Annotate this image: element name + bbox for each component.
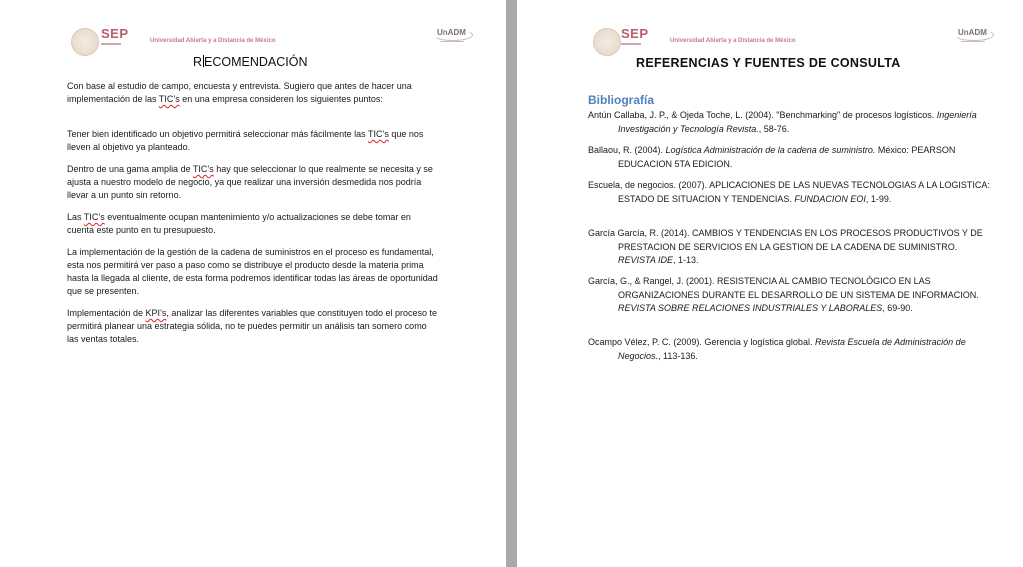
document-page-right[interactable] [517,0,1023,567]
unadm-logo: UnADM [958,28,987,37]
document-page-left[interactable] [0,0,506,567]
page-header [517,24,1023,54]
unadm-logo-subtitle [961,41,985,42]
reference-entry: Escuela, de negocios. (2007). APLICACIONES DE LAS NUEVAS TECNOLOGIAS A LA LOGISTICA: ESTADO DE SITUACION Y TENDENCIAS. FUNDACION EOI, 1-99. [588,180,990,204]
sep-logo: SEP [101,26,129,41]
paragraph: La implementación de la gestión de la cadena de suministros en el proceso es fundamental, esta nos permitirá ver paso a paso como se distribuye el producto desde la materia prima hasta la llegada al cliente, de esta forma podremos identificar todas las áreas de oportunidad que se presenten. [67,247,438,296]
spelling-error[interactable]: KPI’s [145,308,167,318]
paragraph: Implementación de KPI’s, analizar las diferentes variables que constituyen todo el proceso te permitirá planear una estrategia sólida, no te puedes permitir un análisis tan somero como las ventas totales. [67,308,438,344]
sep-seal-icon [593,28,621,56]
unadm-swoosh-icon [433,29,473,41]
page-title: REFERENCIAS Y FUENTES DE CONSULTA [636,56,901,70]
paragraph: Con base al estudio de campo, encuesta y entrevista. Sugiero que antes de hacer una implementación de las TIC’s en una empresa consideren los siguientes puntos: [67,81,412,104]
sep-logo: SEP [621,26,649,41]
reference-entry: García García, R. (2014). CAMBIOS Y TENDENCIAS EN LOS PROCESOS PRODUCTIVOS Y DE PRESTACION DE SERVICIOS EN LA GESTION DE LA CADENA DE SUMINISTRO. REVISTA IDE, 1-13. [588,228,983,265]
page-gutter [506,0,517,567]
reference-entry: Ballaou, R. (2004). Logística Administración de la cadena de suministro. México: PEARSON EDUCACION 5TA EDICION. [588,145,956,169]
unadm-logo-subtitle [440,41,464,42]
paragraph: Dentro de una gama amplia de TIC’s hay que seleccionar lo que realmente se necesita y se ajusta a nuestro modelo de negocio, ya que realizar una inversión desmedida nos podría llevar a un punto sin retorno. [67,164,433,200]
sep-seal-icon [71,28,99,56]
spelling-error[interactable]: TIC’s [83,212,105,222]
paragraph: Las TIC’s eventualmente ocupan mantenimiento y/o actualizaciones se debe tomar en cuenta este punto en tu presupuesto. [67,212,411,235]
page-title: R ECOMENDACIÓN [193,55,308,69]
spelling-error[interactable]: TIC’s [192,164,214,174]
university-name: Universidad Abierta y a Distancia de México [670,38,796,44]
university-name: Universidad Abierta y a Distancia de México [150,38,276,44]
unadm-swoosh-icon [954,29,994,41]
sep-logo-subtitle [101,43,121,45]
unadm-logo: UnADM [437,28,466,37]
bibliography-heading: Bibliografía [588,93,655,107]
spelling-error[interactable]: TIC’s [158,94,180,104]
page-header [0,24,506,54]
spelling-error[interactable]: TIC’s [368,129,389,139]
sep-logo-subtitle [621,43,641,45]
reference-entry: Ocampo Vélez, P. C. (2009). Gerencia y logística global. Revista Escuela de Administración de Negocios., 113-136. [588,337,966,361]
paragraph: Tener bien identificado un objetivo permitirá seleccionar más fácilmente las TIC’s que nos lleven al objetivo ya planteado. [67,129,424,152]
reference-entry: García, G., & Rangel, J. (2001). RESISTENCIA AL CAMBIO TECNOLÓGICO EN LAS ORGANIZACIONES DURANTE EL DESARROLLO DE UN SISTEMA DE INFORMACION. REVISTA SOBRE RELACIONES INDUSTRIALES Y LABORALES, 69-90. [588,276,979,313]
reference-entry: Antún Callaba, J. P., & Ojeda Toche, L. (2004). "Benchmarking" de procesos logísticos. Ingeniería Investigación y Tecnología Revista., 58-76. [588,110,977,134]
